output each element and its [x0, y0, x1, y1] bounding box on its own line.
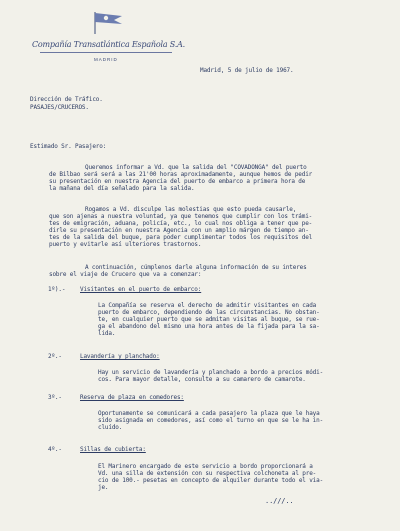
salutation: Estimado Sr. Pasajero: [30, 143, 107, 150]
item-number: 3º.- [48, 394, 62, 401]
item-line: Vd. una silla de extensión con su respectiva colchoneta al pre- [98, 470, 317, 477]
item-line: cluído. [98, 424, 123, 431]
item-line: te, en cualquier puerto que se admitan visitas al buque, se rue- [98, 316, 320, 323]
intro-line: la mañana del día señalado para la salida. [49, 185, 195, 192]
apology-line: tes de emigración, aduana, policía, etc., lo cual nos obliga a tener que pe- [49, 220, 313, 227]
item-title: Reserva de plaza en comedores: [80, 394, 184, 401]
item-line: cos. Para mayor detalle, consulte a su camarero de camarote. [98, 376, 306, 383]
addressee-line-2: PASAJES/CRUCEROS. [30, 104, 89, 111]
apology-line: dirle su presentación en nuestra Agencia con un amplio márgen de tiempo an- [49, 227, 309, 234]
apology-line: tes de la salida del buque, para poder cumplimentar todos los requisitos del [49, 234, 313, 241]
company-name: Compañía Transatlántica Española S.A. [32, 40, 185, 49]
item-line: ga el abandono del mismo una hora antes de la fijada para la sa- [98, 323, 320, 330]
intro-line: Queremos informar a Vd. que la salida del "COVADONGA" del puerto [85, 164, 307, 171]
item-line: lida. [98, 330, 116, 337]
item-title: Sillas de cubierta: [80, 446, 146, 453]
item-title: Lavandería y planchado: [80, 353, 160, 360]
item-line: La Compañía se reserva el derecho de admitir visitantes en cada [98, 302, 317, 309]
intro-line: de Bilbao será será a las 21'00 horas aproximadamente, aunque hemos de pedir [49, 171, 313, 178]
item-number: 4º.- [48, 446, 62, 453]
apology-line: Rogamos a Vd. disculpe las molestias que esto pueda causarle, [85, 206, 297, 213]
intro-line: su presentación en nuestra Agencia del puerto de embarco a primera hora de [49, 178, 306, 185]
item-line: cio de 100.- pesetas en concepto de alquiler durante todo el via- [98, 477, 324, 484]
company-city: MADRID [94, 57, 118, 62]
item-line: El Marinero encargado de este servicio a bordo proporcionará a [98, 463, 313, 470]
letterhead [32, 10, 185, 72]
continuation-line: sobre el viaje de Crucero que va a comenzar: [49, 271, 202, 278]
item-line: Hay un servicio de lavandería y planchado a bordo a precios módi- [98, 369, 324, 376]
date-line: Madrid, 5 de julio de 1967. [200, 67, 294, 74]
continuation-line: A continuación, cúmplenos darle alguna información de su interes [85, 264, 307, 271]
item-line: puerto de embarco, dependiendo de las circunstancias. No obstan- [98, 309, 320, 316]
house-flag-icon [92, 10, 126, 34]
addressee-line-1: Dirección de Tráfico. [30, 96, 103, 103]
letterhead-rule [40, 52, 172, 53]
apology-line: puerto y evitarle así ulteriores trastornos. [49, 241, 202, 248]
item-number: 2º.- [48, 353, 62, 360]
item-title: Visitantes en el puerto de embarco: [80, 286, 202, 293]
item-line: Oportunamente se comunicará a cada pasajero la plaza que le haya [98, 410, 320, 417]
item-line: je. [98, 484, 109, 491]
item-line: sido asignada en comedores, así como el turno en que se le ha in- [98, 417, 324, 424]
item-number: 1º).- [48, 286, 66, 293]
continued-mark: ..///.. [265, 497, 294, 505]
apology-line: que son ajenas a nuestra voluntad, ya que tenemos que cumplir con los trámi- [49, 213, 313, 220]
